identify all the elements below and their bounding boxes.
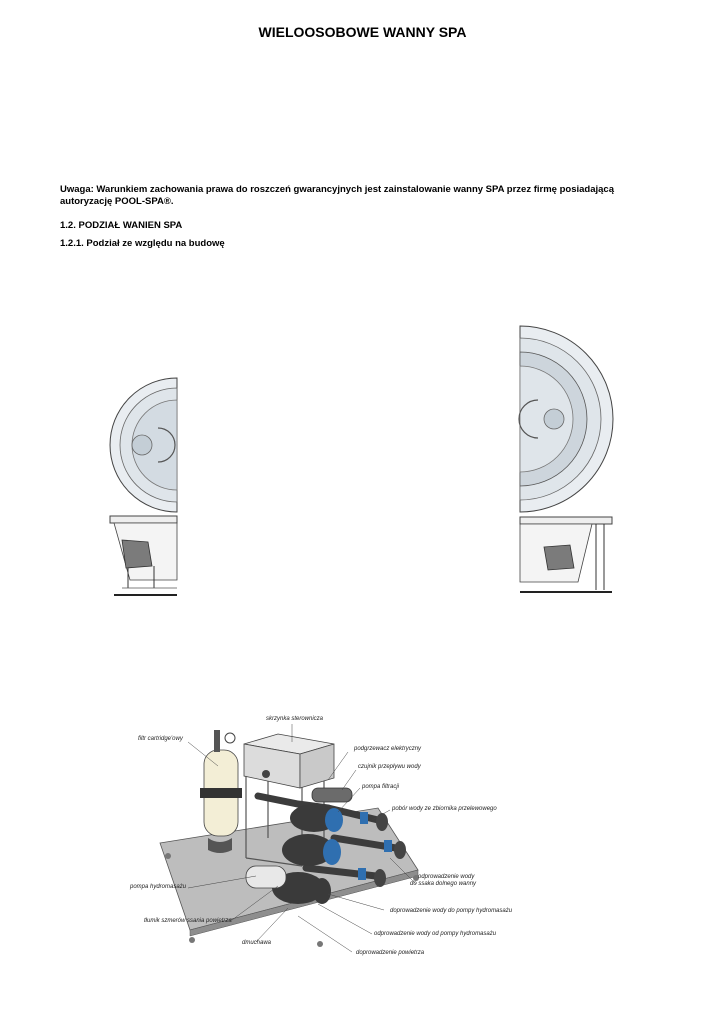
label-from-hydro-pump: odprowadzenie wody od pompy hydromasażu — [374, 931, 497, 937]
label-overflow-intake: pobór wody ze zbiornika przelewowego — [392, 806, 497, 812]
label-return-to-bottom-1: odprowadzenie wody — [418, 874, 475, 880]
large-spa-top-view — [519, 326, 613, 512]
label-blower: dmuchawa — [242, 940, 272, 946]
label-flow-sensor: czujnik przepływu wody — [358, 764, 421, 770]
label-hydromassage-pump: pompa hydromasażu — [130, 884, 187, 890]
blower — [246, 866, 286, 888]
small-spa-tub-drawing — [100, 370, 190, 605]
label-air-supply: doprowadzenie powietrza — [356, 950, 425, 956]
large-spa-side-view — [520, 517, 612, 592]
label-cartridge-filter: filtr cartridge'owy — [138, 736, 183, 742]
section-heading: 1.2. PODZIAŁ WANIEN SPA — [60, 220, 183, 231]
page-title: WIELOOSOBOWE WANNY SPA — [258, 24, 467, 40]
subsection-heading: 1.2.1. Podział ze względu na budowę — [60, 238, 225, 249]
label-control-box: skrzynka sterownicza — [266, 716, 324, 722]
filtration-pump — [290, 804, 343, 832]
control-box — [244, 734, 334, 788]
small-spa-side-view — [110, 516, 177, 595]
label-to-hydro-pump: doprowadzenie wody do pompy hydromasażu — [390, 908, 513, 914]
large-spa-tub-drawing — [518, 322, 618, 607]
label-filtration-pump: pompa filtracji — [362, 784, 400, 790]
spa-equipment-module-diagram — [128, 708, 528, 964]
label-return-to-bottom-2: do ssaka dolnego wanny — [410, 881, 477, 887]
warranty-notice: Uwaga: Warunkiem zachowania prawa do roszczeń gwarancyjnych jest zainstalowanie wanny SPA przez firmę posiadającą autoryzację POOL-SPA®. — [60, 184, 614, 207]
electric-heater — [312, 788, 352, 802]
small-spa-top-view — [110, 378, 177, 512]
label-silencer: tłumik szmerów ssania powietrza — [144, 918, 232, 924]
label-electric-heater: podgrzewacz elektryczny — [354, 746, 422, 752]
